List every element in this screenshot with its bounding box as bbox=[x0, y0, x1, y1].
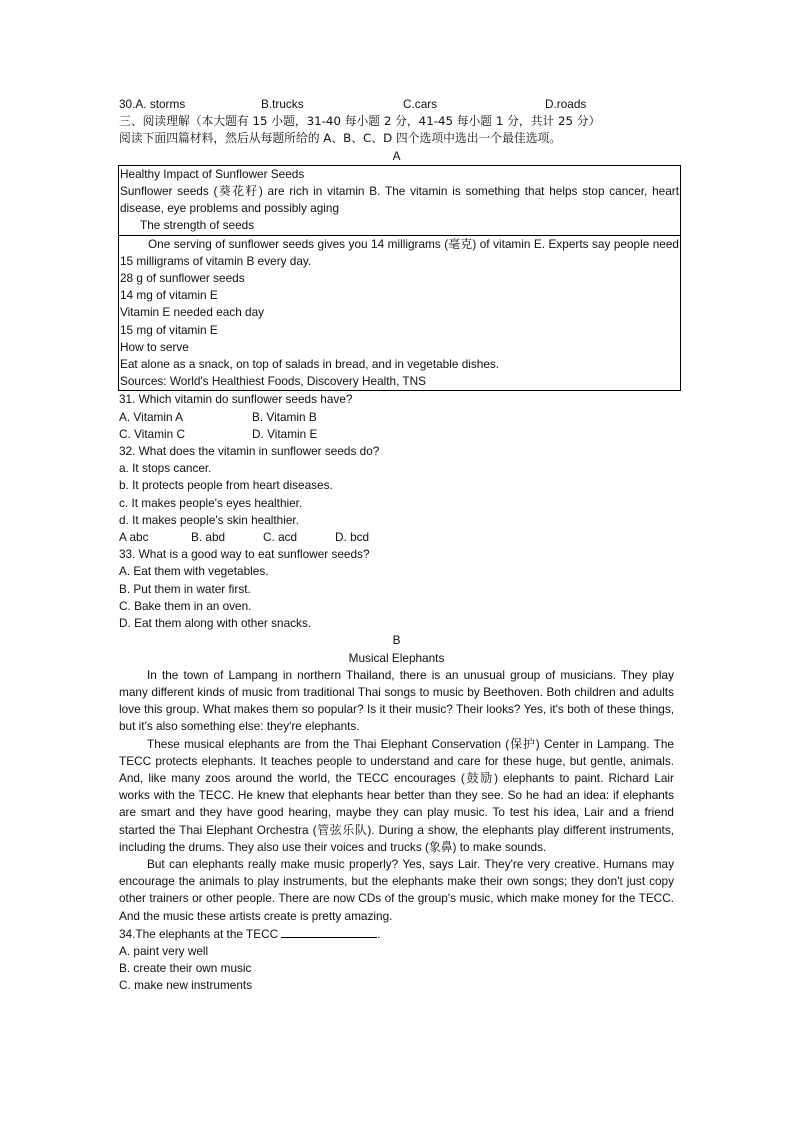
info-box-serving: One serving of sunflower seeds gives you 14 milligrams (毫克) of vitamin E. Experts say people need 15 milligrams of vitamin B every day. bbox=[120, 236, 679, 268]
q30-option-a: 30.A. storms bbox=[119, 97, 186, 111]
section-3-heading: 三、阅读理解（本大题有 15 小题，31-40 每小题 2 分，41-45 每小题 1 分，共计 25 分） bbox=[119, 114, 601, 129]
q34-option-c: C. make new instruments bbox=[119, 978, 253, 993]
q32-stem: 32. What does the vitamin in sunflower seeds do? bbox=[119, 444, 380, 459]
q32-options bbox=[119, 529, 674, 546]
q32-option-c: C. acd bbox=[263, 530, 298, 545]
q30-option-c: C.cars bbox=[403, 97, 438, 111]
q32-item: c. It makes people's eyes healthier. bbox=[119, 495, 303, 510]
passage-b-paragraph-3: But can elephants really make music properly? Yes, says Lair. They're very creative. Humans may encourage the animals to play instruments, but the elephants make their own songs; they don't just copy other trainers or other people. There are now CDs of the group's music, which make money for the TECC. And the music these artists create is pretty amazing. bbox=[119, 856, 674, 923]
info-box-line: Eat alone as a snack, on top of salads in bread, and in vegetable dishes. bbox=[120, 357, 500, 372]
q30-option-d: D.roads bbox=[545, 97, 587, 111]
q34-option-a: A. paint very well bbox=[119, 943, 209, 958]
q33-option-d: D. Eat them along with other snacks. bbox=[119, 616, 312, 631]
info-box-sources: Sources: World's Healthiest Foods, Discovery Health, TNS bbox=[120, 374, 427, 389]
q32-option-b: B. abd bbox=[191, 530, 226, 545]
info-box-title: Healthy Impact of Sunflower Seeds bbox=[120, 166, 305, 181]
info-box-line: 15 mg of vitamin E bbox=[120, 322, 218, 337]
q31-option-c: C. Vitamin C bbox=[119, 426, 185, 441]
q33-stem: 33. What is a good way to eat sunflower seeds? bbox=[119, 547, 370, 562]
q33-option-c: C. Bake them in an oven. bbox=[119, 598, 252, 613]
passage-b-label: B bbox=[392, 633, 401, 648]
info-box-line: How to serve bbox=[120, 339, 189, 354]
passage-b-paragraph-2: These musical elephants are from the Thai Elephant Conservation (保护) Center in Lampang. The TECC protects elephants. It teaches people to understand and care for these huge, but gentle, animals. And, like many zoos around the world, the TECC encourages (鼓励) elephants to paint. Richard Lair works with the TECC. He knew that elephants hear better than they see. So he had an idea: if elephants are smart and they have good hearing, maybe they can play music. To test his idea, Lair and a friend started the Thai Elephant Orchestra (管弦乐队). During a show, the elephants play different instruments, including the drums. They also use their voices and trucks (象鼻) to make sounds. bbox=[119, 736, 674, 854]
info-box-intro: Sunflower seeds (葵花籽) are rich in vitamin B. The vitamin is something that helps stop cancer, heart disease, eye problems and possibly aging bbox=[120, 184, 679, 216]
info-box-line: 14 mg of vitamin E bbox=[120, 288, 218, 303]
q34-answer-blank bbox=[281, 925, 377, 938]
section-3-instruction: 阅读下面四篇材料，然后从每题所给的 A、B、C、D 四个选项中选出一个最佳选项。 bbox=[119, 131, 562, 146]
passage-a-label: A bbox=[392, 148, 401, 163]
q34-stem-text: 34.The elephants at the TECC bbox=[119, 926, 279, 941]
q31-options-row2 bbox=[119, 426, 674, 443]
q32-option-a: A abc bbox=[119, 530, 149, 545]
sunflower-info-box bbox=[118, 165, 681, 392]
exam-page bbox=[119, 96, 679, 995]
q30-option-b: B.trucks bbox=[261, 97, 304, 111]
q34-stem bbox=[119, 925, 674, 943]
question-30-options bbox=[119, 96, 674, 113]
info-box-strength-heading: The strength of seeds bbox=[140, 218, 255, 233]
q33-option-b: B. Put them in water first. bbox=[119, 581, 251, 596]
passage-b-title: Musical Elephants bbox=[348, 650, 445, 665]
q34-option-b: B. create their own music bbox=[119, 961, 252, 976]
q31-option-d: D. Vitamin E bbox=[252, 426, 318, 441]
passage-b-paragraph-1: In the town of Lampang in northern Thailand, there is an unusual group of musicians. They play many different kinds of music from traditional Thai songs to music by Beethoven. Both children and adults love this group. What makes them so popular? Is it their music? Their looks? Yes, it's both of these things, but it's also something else: they're elephants. bbox=[119, 667, 674, 734]
q31-options-row1 bbox=[119, 409, 674, 426]
info-box-top-section bbox=[119, 166, 680, 235]
q31-option-a: A. Vitamin A bbox=[119, 409, 184, 424]
info-box-line: 28 g of sunflower seeds bbox=[120, 271, 245, 286]
info-box-bottom-section bbox=[119, 235, 680, 391]
q31-stem: 31. Which vitamin do sunflower seeds have? bbox=[119, 392, 353, 407]
q33-option-a: A. Eat them with vegetables. bbox=[119, 564, 269, 579]
info-box-line: Vitamin E needed each day bbox=[120, 305, 265, 320]
q32-item: d. It makes people's skin healthier. bbox=[119, 512, 299, 527]
q31-option-b: B. Vitamin B bbox=[252, 409, 317, 424]
q34-stem-end: . bbox=[377, 926, 381, 941]
q32-item: b. It protects people from heart diseases. bbox=[119, 478, 333, 493]
q32-option-d: D. bcd bbox=[335, 530, 370, 545]
q32-item: a. It stops cancer. bbox=[119, 461, 212, 476]
